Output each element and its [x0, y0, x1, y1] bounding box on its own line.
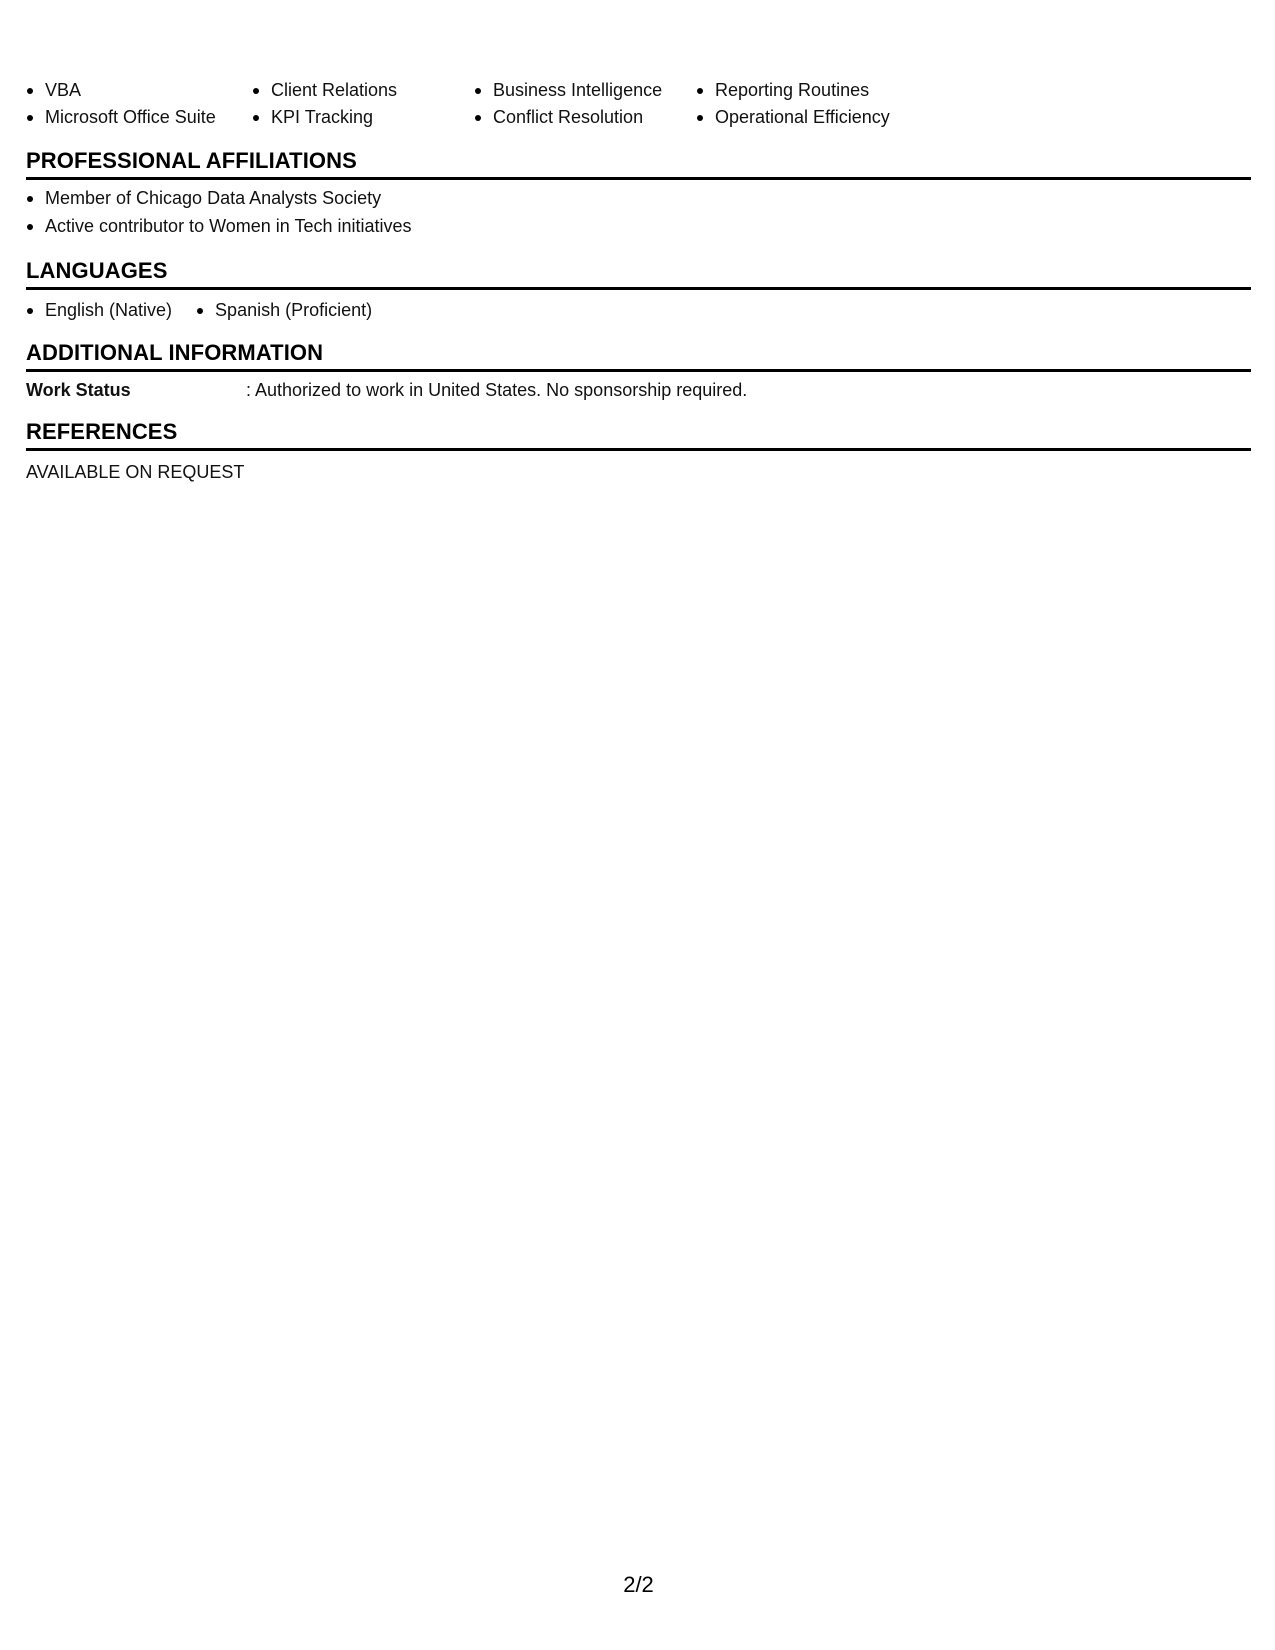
skill-item	[696, 80, 926, 101]
resume-page	[26, 0, 1251, 1650]
bullet-icon	[697, 115, 703, 121]
languages-section	[26, 258, 1251, 321]
language-text: English (Native)	[45, 300, 173, 320]
skill-item	[474, 80, 696, 101]
bullet-icon	[253, 115, 259, 121]
work-status-value: : Authorized to work in United States. No sponsorship required.	[246, 380, 748, 400]
skill-label: KPI Tracking	[271, 107, 374, 127]
section-title: REFERENCES	[26, 419, 178, 444]
skill-item	[252, 80, 474, 101]
affiliations-section	[26, 148, 1251, 237]
skill-item	[26, 80, 252, 101]
languages-list	[26, 300, 1251, 321]
skill-item	[474, 107, 696, 128]
section-title: LANGUAGES	[26, 258, 168, 283]
language-text: Spanish (Proficient)	[215, 300, 373, 320]
bullet-icon	[27, 88, 33, 94]
affiliation-text: Active contributor to Women in Tech initiatives	[45, 216, 412, 236]
page-number: 2/2	[623, 1572, 654, 1597]
bullet-icon	[27, 308, 33, 314]
skill-label: Microsoft Office Suite	[45, 107, 216, 127]
bullet-icon	[27, 224, 33, 230]
work-status-row	[26, 380, 1251, 401]
skill-item	[26, 107, 252, 128]
skill-item	[252, 107, 474, 128]
list-item	[26, 216, 1251, 237]
skills-list	[26, 80, 926, 128]
bullet-icon	[475, 115, 481, 121]
skill-label: VBA	[45, 80, 82, 100]
skill-label: Conflict Resolution	[493, 107, 644, 127]
skill-item	[696, 107, 926, 128]
bullet-icon	[27, 115, 33, 121]
references-text: AVAILABLE ON REQUEST	[26, 462, 245, 482]
section-divider	[26, 369, 1251, 372]
bullet-icon	[697, 88, 703, 94]
additional-info-section	[26, 340, 1251, 401]
skill-label: Operational Efficiency	[715, 107, 890, 127]
list-item	[26, 300, 172, 321]
section-title: ADDITIONAL INFORMATION	[26, 340, 324, 365]
skill-label: Reporting Routines	[715, 80, 870, 100]
affiliations-list	[26, 188, 1251, 237]
section-title: PROFESSIONAL AFFILIATIONS	[26, 148, 357, 173]
affiliation-text: Member of Chicago Data Analysts Society	[45, 188, 382, 208]
list-item	[26, 188, 1251, 209]
list-item	[196, 300, 372, 321]
bullet-icon	[197, 308, 203, 314]
section-divider	[26, 448, 1251, 451]
work-status-label: Work Status	[26, 380, 131, 400]
section-divider	[26, 287, 1251, 290]
skill-label: Business Intelligence	[493, 80, 663, 100]
bullet-icon	[475, 88, 481, 94]
bullet-icon	[27, 196, 33, 202]
bullet-icon	[253, 88, 259, 94]
skill-label: Client Relations	[271, 80, 398, 100]
section-divider	[26, 177, 1251, 180]
references-section	[26, 419, 1251, 483]
